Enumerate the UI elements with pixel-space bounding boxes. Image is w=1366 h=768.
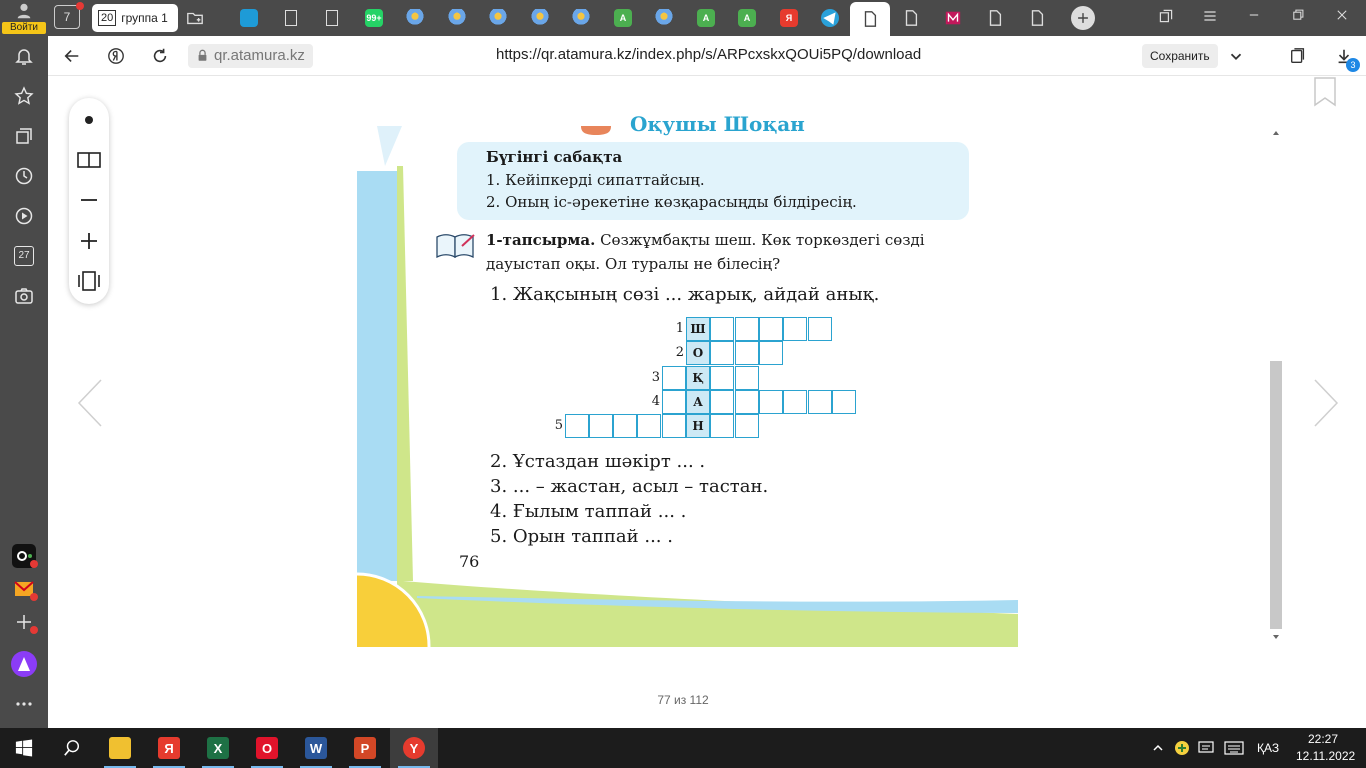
crossword-cell: [710, 317, 734, 341]
globe-icon: [240, 9, 258, 27]
url-field[interactable]: https://qr.atamura.kz/index.php/s/ARPcxskxQOUi5PQ/download: [496, 46, 922, 63]
alice-icon: [11, 651, 37, 677]
lamp-icon: [448, 9, 466, 27]
calendar-day: 27: [18, 250, 30, 261]
crossword-cell: [735, 341, 759, 365]
menu-icon[interactable]: [1200, 8, 1220, 28]
crossword-cell: [662, 366, 686, 390]
document-icon: [326, 10, 338, 26]
lamp-icon: [489, 9, 507, 27]
app-a-icon: [738, 9, 756, 27]
sidebar-item-bookmarks[interactable]: [10, 82, 38, 110]
tab-item[interactable]: [562, 4, 600, 32]
app-icon-letter: P: [360, 740, 370, 756]
plus-icon: [1076, 11, 1090, 25]
document-icon: [902, 9, 920, 27]
lesson-title: Бүгінгі сабақта: [486, 148, 623, 166]
powerpoint-icon: [354, 737, 376, 759]
close-button[interactable]: [1332, 8, 1352, 26]
clue-item: 3. ... – жастан, асыл – тастан.: [490, 476, 769, 497]
page-indicator: 77 из 112: [657, 693, 709, 707]
chevron-left-icon: [76, 378, 104, 428]
tab-group-label: группа 1: [121, 11, 168, 25]
crossword-cell: [735, 366, 759, 390]
document-icon: [986, 9, 1004, 27]
crossword-cell: [783, 390, 807, 414]
chevron-right-icon: [1312, 378, 1340, 428]
notification-icon[interactable]: [1198, 740, 1214, 756]
crossword-row-number: 5: [554, 418, 563, 433]
chevron-down-icon: [1227, 47, 1245, 65]
two-page-mode-button[interactable]: [73, 144, 105, 176]
tab-item[interactable]: [438, 4, 476, 32]
tabs-count-badge: 7: [63, 10, 71, 24]
tab-strip: [0, 0, 1366, 36]
calendar-icon: [14, 246, 34, 266]
tab-active-document[interactable]: [850, 2, 890, 36]
crossword-cell: [808, 390, 832, 414]
arrow-left-icon: [63, 47, 81, 65]
sidebar-item-screenshot[interactable]: [10, 282, 38, 310]
book-pages-icon: [76, 147, 102, 173]
tab-item[interactable]: [230, 4, 268, 32]
taskbar-app-opera[interactable]: [243, 728, 291, 768]
star-icon: [14, 86, 34, 106]
crossword-cell: [637, 414, 661, 438]
page-header: Оқушы Шоқан: [630, 112, 805, 136]
add-folder-icon: [186, 9, 204, 27]
crossword-key-cell: Ш: [686, 317, 710, 341]
document-icon: [1028, 9, 1046, 27]
tab-icon-text: A: [702, 13, 710, 23]
lamp-icon: [655, 9, 673, 27]
sidebar-app-alice-station[interactable]: [10, 542, 38, 570]
crossword-cell: [710, 414, 734, 438]
zoom-out-button[interactable]: [73, 184, 105, 216]
site-domain-pill[interactable]: [188, 44, 313, 68]
start-button[interactable]: [0, 728, 48, 768]
task-instruction: [486, 231, 925, 249]
scrollbar-thumb[interactable]: [1270, 361, 1282, 629]
crossword-row-number: 1: [675, 321, 684, 336]
next-page-button[interactable]: [1312, 378, 1340, 428]
clue-item: 2. Ұстаздан шәкірт ... .: [490, 451, 706, 472]
lesson-item: 1. Кейіпкерді сипаттайсың.: [486, 171, 705, 189]
tab-item[interactable]: [355, 4, 393, 32]
crossword-row-number: 4: [651, 394, 660, 409]
tab-document[interactable]: [976, 4, 1014, 32]
tab-document[interactable]: [892, 4, 930, 32]
lamp-icon: [572, 9, 590, 27]
crossword-cell: [710, 366, 734, 390]
crossword-row-number: 3: [651, 370, 660, 385]
search-button[interactable]: [48, 728, 96, 768]
sidebar-item-notifications[interactable]: [10, 42, 38, 70]
taskbar-app-yandex-browser[interactable]: [145, 728, 193, 768]
collections-icon[interactable]: [1156, 8, 1176, 28]
windows-logo-icon: [15, 739, 33, 757]
dot-icon: [76, 107, 102, 133]
fit-page-button[interactable]: [73, 265, 105, 297]
crossword-cell: [759, 317, 783, 341]
clock-icon: [14, 166, 34, 186]
chevron-up-icon[interactable]: [1152, 742, 1164, 754]
clue-item: 5. Орын таппай ... .: [490, 526, 673, 547]
app-icon-letter: Я: [164, 740, 174, 756]
app-icon-letter: Y: [409, 740, 419, 756]
crossword-cell: [662, 414, 686, 438]
clock-time[interactable]: 22:27: [1308, 732, 1339, 746]
file-explorer-icon: [109, 737, 131, 759]
plus-icon: [76, 228, 102, 254]
tab-item[interactable]: [604, 4, 642, 32]
sidebar-item-history[interactable]: [10, 162, 38, 190]
crossword-key-cell: А: [686, 390, 710, 414]
yandex-icon: [107, 47, 125, 65]
reading-list-button[interactable]: [1286, 44, 1310, 68]
clue-item: 4. Ғылым таппай ... .: [490, 501, 687, 522]
keyboard-icon[interactable]: [1224, 741, 1244, 755]
crossword-cell: [735, 317, 759, 341]
taskbar-app-word[interactable]: [292, 728, 340, 768]
back-button[interactable]: [60, 44, 84, 68]
document-icon: [285, 10, 297, 26]
crossword-cell: [832, 390, 856, 414]
crossword-row-number: 2: [675, 345, 684, 360]
scroll-down-icon: [1270, 632, 1282, 642]
task-label: 1-тапсырма.: [486, 231, 596, 249]
bell-icon: [14, 46, 34, 66]
crossword-cell: [710, 341, 734, 365]
sidebar-item-media[interactable]: [10, 202, 38, 230]
crossword-cell: [808, 317, 832, 341]
downloads-button[interactable]: [1332, 44, 1356, 68]
book-page: [357, 112, 1018, 647]
notification-dot-icon: [30, 626, 38, 634]
bookmark-tabs-icon: [1289, 47, 1307, 65]
camera-icon: [14, 286, 34, 306]
lesson-item: 2. Оның іс-әрекетіне көзқарасыңды білдіресің.: [486, 193, 857, 211]
taskbar-app-excel[interactable]: [194, 728, 242, 768]
single-page-mode-button[interactable]: [73, 104, 105, 136]
tab-item[interactable]: [272, 4, 310, 32]
tab-item[interactable]: [770, 4, 808, 32]
tab-icon-text: A: [619, 13, 627, 23]
site-domain: qr.atamura.kz: [214, 47, 305, 64]
crossword-cell: [565, 414, 589, 438]
yandex-icon: [403, 737, 425, 759]
zoom-in-button[interactable]: [73, 225, 105, 257]
lamp-icon: [406, 9, 424, 27]
notification-dot-icon: [76, 2, 84, 10]
restore-button[interactable]: [1288, 8, 1308, 26]
media-icon: [944, 9, 962, 27]
downloads-count-badge: 3: [1346, 58, 1360, 72]
play-icon: [14, 206, 34, 226]
yandex-browser-icon: [158, 737, 180, 759]
fit-page-icon: [76, 268, 102, 294]
crossword-key-cell: Н: [686, 414, 710, 438]
tab-item[interactable]: [396, 4, 434, 32]
sidebar-item-collections[interactable]: [10, 122, 38, 150]
whatsapp-icon: [365, 9, 383, 27]
app-icon-letter: W: [309, 740, 323, 756]
sidebar-alice[interactable]: [10, 650, 38, 678]
word-icon: [305, 737, 327, 759]
tab-item[interactable]: [521, 4, 559, 32]
security-icon[interactable]: [1174, 740, 1190, 756]
app-a-icon: [697, 9, 715, 27]
viewer-tool-panel: [69, 98, 109, 304]
opera-icon: [256, 737, 278, 759]
bookmark-page-icon[interactable]: [1314, 78, 1336, 106]
crossword-cell: [662, 390, 686, 414]
language-indicator[interactable]: ҚАЗ: [1257, 741, 1280, 755]
address-bar: [48, 36, 1366, 76]
browser-sidebar: [0, 0, 48, 728]
crossword-cell: [735, 390, 759, 414]
task-text-line2: дауыстап оқы. Ол туралы не білесің?: [486, 255, 781, 273]
tab-group-count: 20: [98, 10, 116, 26]
app-icon-letter: X: [213, 740, 223, 756]
yandex-home-button[interactable]: [104, 44, 128, 68]
app-icon-letter: O: [261, 740, 273, 756]
previous-page-button[interactable]: [76, 378, 104, 428]
tab-group[interactable]: [92, 4, 178, 32]
save-options-dropdown[interactable]: [1224, 44, 1248, 68]
open-book-icon: [435, 232, 475, 260]
taskbar-app-file-explorer[interactable]: [96, 728, 144, 768]
page-number: 76: [459, 552, 480, 571]
tab-item[interactable]: [728, 4, 766, 32]
account-button[interactable]: [4, 2, 44, 34]
tab-item[interactable]: [687, 4, 725, 32]
scroll-up-icon: [1270, 128, 1282, 138]
tab-item[interactable]: [313, 4, 351, 32]
tab-document[interactable]: [1018, 4, 1056, 32]
sidebar-app-mail[interactable]: [10, 575, 38, 603]
minus-icon: [76, 187, 102, 213]
page-scrollbar[interactable]: [1270, 128, 1282, 642]
yandex-icon: [780, 9, 798, 27]
lamp-icon: [531, 9, 549, 27]
tab-item[interactable]: [645, 4, 683, 32]
tab-item[interactable]: [811, 4, 849, 32]
document-icon: [861, 10, 879, 28]
collections-icon: [14, 126, 34, 146]
tab-icon-text: Я: [785, 13, 793, 23]
tab-icon-text: 99+: [366, 13, 382, 23]
crossword-key-cell: Қ: [686, 366, 710, 390]
telegram-icon: [821, 9, 839, 27]
tab-media[interactable]: [934, 4, 972, 32]
sidebar-add-app[interactable]: [10, 608, 38, 636]
task-text-line1: Сөзжұмбақты шеш. Көк торкөздегі сөзді: [595, 231, 925, 249]
windows-taskbar: [0, 728, 1366, 768]
crossword-cell: [735, 414, 759, 438]
tab-item[interactable]: [479, 4, 517, 32]
notification-dot-icon: [30, 593, 38, 601]
crossword-cell: [589, 414, 613, 438]
new-tab-button[interactable]: [1071, 6, 1095, 30]
crossword-cell: [759, 341, 783, 365]
search-icon: [63, 739, 81, 757]
taskbar-app-powerpoint[interactable]: [341, 728, 389, 768]
reload-icon: [151, 47, 169, 65]
crossword-cell: [613, 414, 637, 438]
crossword-cell: [710, 390, 734, 414]
clue-item: 1. Жақсының сөзі ... жарық, айдай анық.: [490, 284, 880, 305]
minimize-button[interactable]: [1244, 8, 1264, 26]
clock-date[interactable]: 12.11.2022: [1296, 749, 1356, 763]
crossword-key-cell: О: [686, 341, 710, 365]
taskbar-app-yandex[interactable]: [390, 728, 438, 768]
user-icon: [15, 2, 33, 20]
app-a-icon: [614, 9, 632, 27]
crossword-cell: [759, 390, 783, 414]
account-label: Войти: [2, 22, 46, 34]
tab-icon-text: A: [743, 13, 751, 23]
crossword-cell: [783, 317, 807, 341]
excel-icon: [207, 737, 229, 759]
sidebar-item-calendar[interactable]: [10, 242, 38, 270]
reload-button[interactable]: [148, 44, 172, 68]
notification-dot-icon: [30, 560, 38, 568]
new-tab-group-button[interactable]: [176, 4, 214, 32]
lock-icon: [196, 49, 209, 62]
save-button[interactable]: Сохранить: [1142, 44, 1218, 68]
